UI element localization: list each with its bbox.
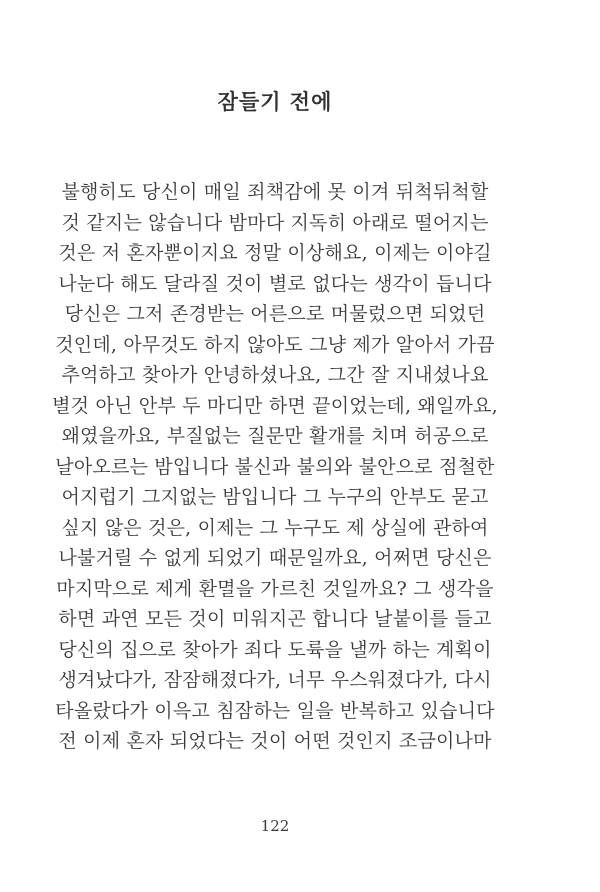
body-text <box>0 177 550 757</box>
body-line: 하면 과연 모든 것이 미워지곤 합니다 날붙이를 들고 <box>58 608 492 630</box>
body-line: 당신의 집으로 찾아가 죄다 도륙을 낼까 하는 계획이 <box>58 638 492 661</box>
body-line: 것인데, 아무것도 하지 않아도 그냥 제가 알아서 가끔 <box>55 333 495 356</box>
body-line: 왜였을까요, 부질없는 질문만 활개를 치며 허공으로 <box>61 425 489 447</box>
chapter-title: 잠들기 전에 <box>217 89 333 114</box>
body-line: 나눈다 해도 달라질 것이 별로 없다는 생각이 듭니다 <box>58 272 492 295</box>
body-line: 전 이제 혼자 되었다는 것이 어떤 것인지 조금이나마 <box>58 730 492 752</box>
body-line: 생겨났다가, 잠잠해졌다가, 너무 우스워졌다가, 다시 <box>58 669 492 691</box>
body-line: 어지럽기 그지없는 밤입니다 그 누구의 안부도 묻고 <box>61 486 489 508</box>
body-line: 추억하고 찾아가 안녕하셨나요, 그간 잘 지내셨나요 <box>61 364 489 386</box>
body-line: 당신은 그저 존경받는 어른으로 머물렀으면 되었던 <box>64 303 486 325</box>
body-line: 나불거릴 수 없게 되었기 때문일까요, 어쩌면 당신은 <box>58 547 492 569</box>
body-line: 것 같지는 않습니다 밤마다 지독히 아래로 떨어지는 <box>61 211 489 234</box>
page-number: 122 <box>260 817 290 835</box>
body-line: 날아오르는 밤입니다 불신과 불의와 불안으로 점철한 <box>55 455 495 478</box>
body-line: 싶지 않은 것은, 이제는 그 누구도 제 상실에 관하여 <box>61 516 489 539</box>
body-line: 별것 아닌 안부 두 마디만 하면 끝이었는데, 왜일까요, <box>52 394 498 417</box>
body-line: 것은 저 혼자뿐이지요 정말 이상해요, 이제는 이야길 <box>58 242 492 264</box>
body-line: 불행히도 당신이 매일 죄책감에 못 이겨 뒤척뒤척할 <box>61 181 489 203</box>
body-line: 마지막으로 제게 환멸을 가르친 것일까요? 그 생각을 <box>56 577 494 600</box>
body-line: 타올랐다가 이윽고 침잠하는 일을 반복하고 있습니다 <box>55 699 495 722</box>
